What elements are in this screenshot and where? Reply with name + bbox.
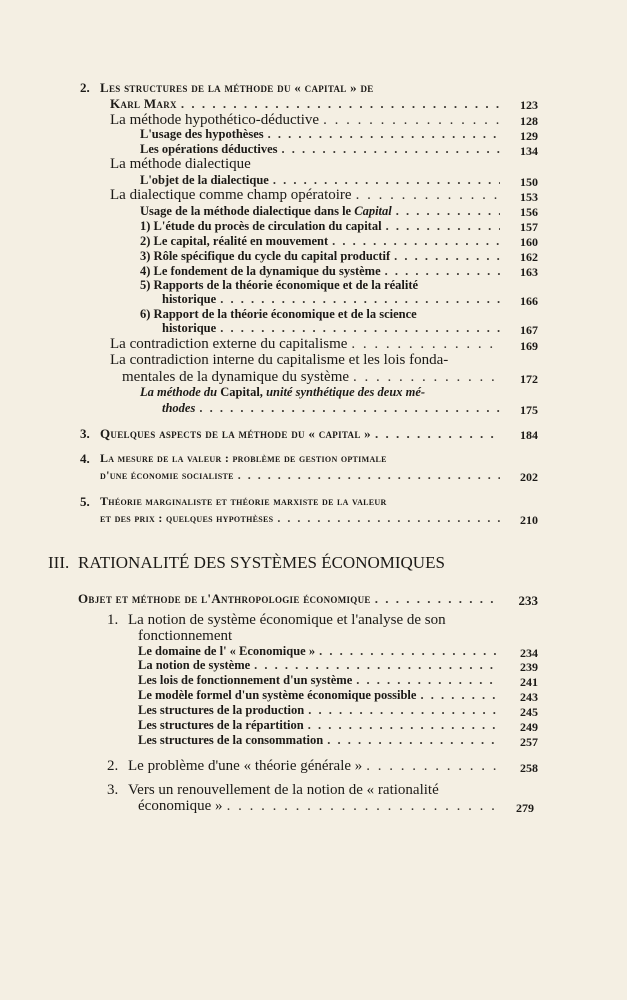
toc-entry: 1) L'étude du procès de circulation du capital . . . — [140, 220, 504, 233]
toc-entry: Les lois de fonctionnement d'un système . . . — [138, 674, 504, 687]
section-2-title-line-2 — [110, 97, 504, 110]
toc-entry-line-2: historique . . . — [162, 322, 504, 335]
toc-subheading: La méthode dialectique — [110, 156, 251, 172]
toc-entry-line-1: 5) Rapports de la théorie économique et de la réalité — [140, 278, 419, 292]
toc-entry-page: 234 — [520, 646, 538, 660]
section-5-number: 5. — [80, 494, 90, 509]
toc-entry: Les structures de la production . . . — [138, 704, 504, 717]
part-3-item-number: 3. — [107, 782, 119, 798]
toc-entry: Les opérations déductives . . . — [140, 143, 504, 156]
toc-entry-line-2: historique . . . — [162, 293, 504, 306]
toc-entry-page: 169 — [520, 339, 538, 353]
toc-entry-line-1: 6) Rapport de la théorie économique et de la science — [140, 307, 417, 321]
toc-entry-page: 249 — [520, 720, 538, 734]
toc-entry: 4) Le fondement de la dynamique du système . . . — [140, 265, 504, 278]
part-3-item-title-line-1: Vers un renouvellement de la notion de « rationalité — [128, 782, 439, 798]
toc-entry-page: 175 — [520, 403, 538, 417]
toc-entry-page: 156 — [520, 205, 538, 219]
toc-entry: L'usage des hypothèses . . . — [140, 128, 504, 141]
section-5-title-line-2: et des prix : quelques hypothèses . . . — [100, 512, 504, 524]
toc-entry-page: 239 — [520, 660, 538, 674]
part-2-page: 258 — [520, 761, 538, 775]
section-2-number: 2. — [80, 80, 90, 95]
section-5-page: 210 — [520, 513, 538, 527]
toc-entry: La contradiction externe du capitalisme . . . — [110, 337, 504, 352]
section-4-title-line-1: La mesure de la valeur : problème de gestion optimale — [100, 451, 387, 465]
objet-heading: Objet et méthode de l'Anthropologie économique . . . — [78, 592, 504, 605]
toc-entry-line-1: La méthode du Capital, unité synthétique des deux mé- — [140, 385, 426, 399]
toc-entry: Le domaine de l' « Economique » . . . — [138, 645, 504, 658]
toc-entry: Usage de la méthode dialectique dans le Capital . . . — [140, 205, 504, 218]
section-5-title-line-1: Théorie marginaliste et théorie marxiste de la valeur — [100, 494, 387, 508]
toc-entry-line-1: La contradiction interne du capitalisme et les lois fonda- — [110, 352, 449, 368]
toc-entry-page: 134 — [520, 144, 538, 158]
leader-dots — [181, 97, 500, 110]
section-3-page: 184 — [520, 428, 538, 442]
toc-entry-page: 166 — [520, 294, 538, 308]
part-3-item-title-line-2: économique » . . . — [138, 799, 500, 814]
part-1-title-line-1: La notion de système économique et l'analyse de son — [128, 612, 446, 628]
toc-entry-page: 153 — [520, 190, 538, 204]
toc-entry: Les structures de la répartition . . . — [138, 719, 504, 732]
toc-entry: L'objet de la dialectique . . . — [140, 174, 504, 187]
toc-entry-page: 241 — [520, 675, 538, 689]
toc-entry-page: 163 — [520, 265, 538, 279]
toc-entry: Les structures de la consommation . . . — [138, 734, 504, 747]
toc-entry-page: 129 — [520, 129, 538, 143]
section-2-title-line-1: Les structures de la méthode du « capital » de — [100, 80, 374, 95]
section-4-title-line-2: d'une économie socialiste . . . — [100, 469, 504, 481]
section-2-author: Karl Marx — [110, 96, 177, 111]
toc-entry-page: 245 — [520, 705, 538, 719]
toc-entry: La dialectique comme champ opératoire . . . — [110, 188, 504, 203]
toc-entry-page: 167 — [520, 323, 538, 337]
part-1-title-line-2: fonctionnement — [138, 628, 233, 644]
toc-entry-page: 172 — [520, 372, 538, 386]
toc-entry: La notion de système . . . — [138, 659, 504, 672]
toc-entry-page: 162 — [520, 250, 538, 264]
section-3-title: Quelques aspects de la méthode du « capital » . . . — [100, 427, 504, 440]
part-2-number: 2. — [107, 758, 119, 774]
part-3-title: RATIONALITÉ DES SYSTÈMES ÉCONOMIQUES — [78, 553, 445, 572]
toc-entry-page: 257 — [520, 735, 538, 749]
toc-entry: 3) Rôle spécifique du cycle du capital productif . . . — [140, 250, 504, 263]
part-3-number: III. — [48, 553, 70, 572]
toc-entry-page: 160 — [520, 235, 538, 249]
section-2-page: 123 — [520, 98, 538, 112]
section-4-number: 4. — [80, 451, 90, 466]
objet-page: 233 — [518, 593, 538, 608]
toc-entry-page: 243 — [520, 690, 538, 704]
toc-entry: Le modèle formel d'un système économique possible . . . — [138, 689, 504, 702]
toc-entry-page: 150 — [520, 175, 538, 189]
section-4-page: 202 — [520, 470, 538, 484]
part-1-number: 1. — [107, 612, 119, 628]
part-2-title: Le problème d'une « théorie générale » . . . — [128, 759, 504, 774]
toc-entry: La méthode hypothético-déductive . . . — [110, 113, 504, 128]
toc-entry-page: 128 — [520, 114, 538, 128]
toc-entry-line-2: thodes . . . — [162, 402, 504, 415]
section-3-number: 3. — [80, 426, 90, 441]
toc-entry: 2) Le capital, réalité en mouvement . . . — [140, 235, 504, 248]
toc-entry-page: 157 — [520, 220, 538, 234]
toc-entry-line-2: mentales de la dynamique du système . . . — [122, 370, 504, 385]
part-3-item-page: 279 — [516, 801, 534, 815]
